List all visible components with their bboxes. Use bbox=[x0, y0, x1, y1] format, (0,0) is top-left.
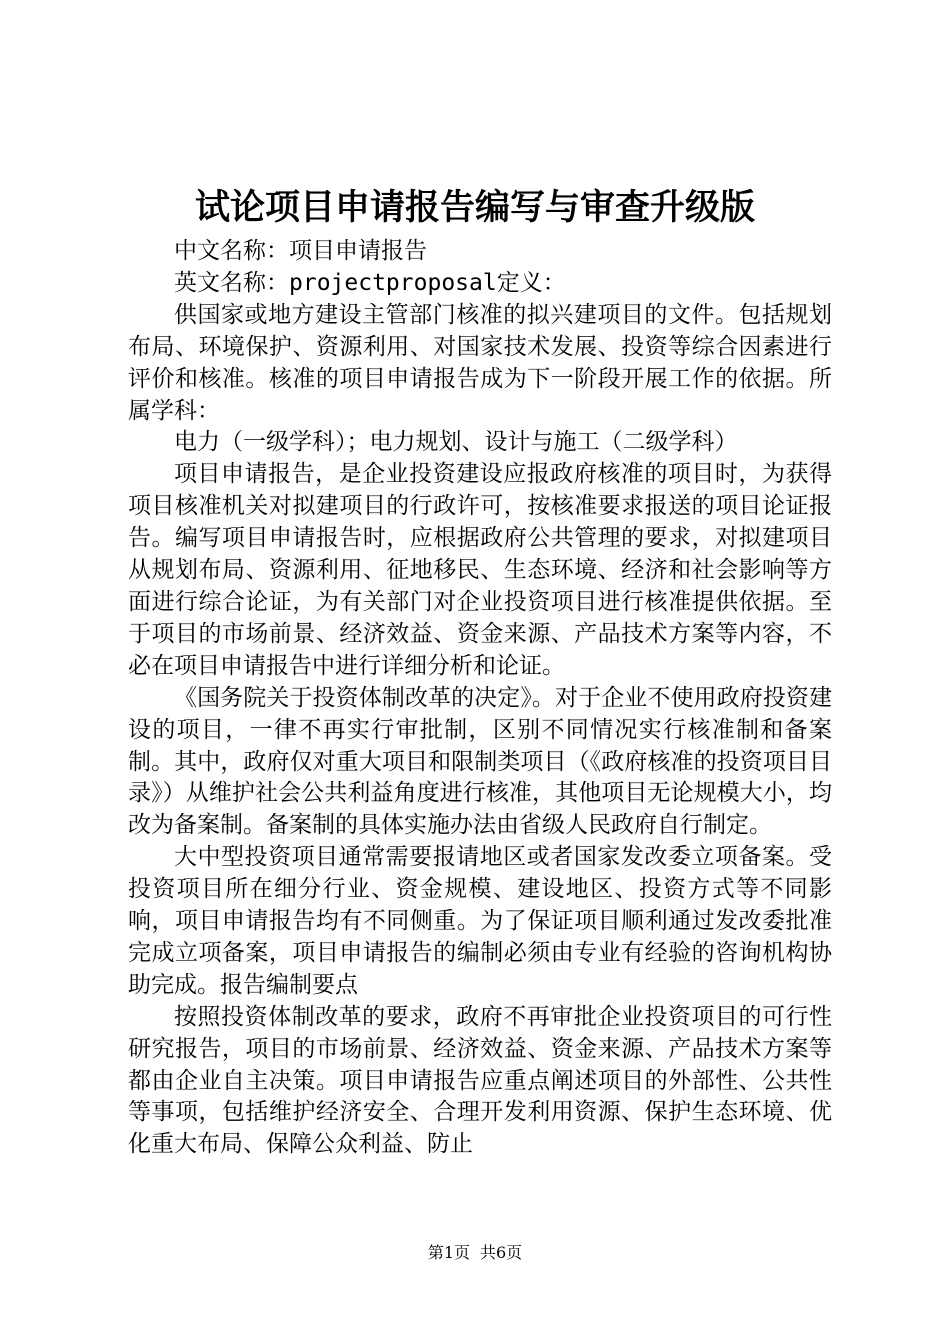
paragraph-reform-requirements: 按照投资体制改革的要求，政府不再审批企业投资项目的可行性研究报告，项目的市场前景、经济效益、资金来源、产品技术方案等都由企业自主决策。项目申请报告应重点阐述项目的外部性、公共性等事项，包括维护经济安全、合理开发利用资源、保护生态环境、优化重大布局、保障公众利益、防止 bbox=[128, 1003, 832, 1158]
paragraph-chinese-name: 中文名称：项目申请报告 bbox=[174, 238, 427, 264]
page-total: 共6页 bbox=[480, 1243, 523, 1262]
paragraph-large-projects: 大中型投资项目通常需要报请地区或者国家发改委立项备案。受投资项目所在细分行业、资金规模、建设地区、投资方式等不同影响，项目申请报告均有不同侧重。为了保证项目顺利通过发改委批准完成立项备案，项目申请报告的编制必须由专业有经验的咨询机构协助完成。报告编制要点 bbox=[128, 844, 832, 998]
paragraph-state-council-decision: 《国务院关于投资体制改革的决定》。对于企业不使用政府投资建设的项目，一律不再实行审批制，区别不同情况实行核准制和备案制。其中，政府仅对重大项目和限制类项目（《政府核准的投资项目目录》）从维护社会公共利益角度进行核准，其他项目无论规模大小，均改为备案制。备案制的具体实施办法由省级人民政府自行制定。 bbox=[128, 684, 832, 839]
page-footer bbox=[0, 1242, 950, 1264]
paragraph-report-overview: 项目申请报告，是企业投资建设应报政府核准的项目时，为获得项目核准机关对拟建项目的行政许可，按核准要求报送的项目论证报告。编写项目申请报告时，应根据政府公共管理的要求，对拟建项目从规划布局、资源利用、征地移民、生态环境、经济和社会影响等方面进行综合论证，为有关部门对企业投资项目进行核准提供依据。至于项目的市场前景、经济效益、资金来源、产品技术方案等内容，不必在项目申请报告中进行详细分析和论证。 bbox=[128, 461, 832, 679]
paragraph-definition: 供国家或地方建设主管部门核准的拟兴建项目的文件。包括规划布局、环境保护、资源利用、对国家技术发展、投资等综合因素进行评价和核准。核准的项目申请报告成为下一阶段开展工作的依据。所属学科： bbox=[128, 301, 832, 424]
document-body bbox=[128, 236, 832, 1161]
paragraph-english-name: 英文名称：projectproposal定义： bbox=[174, 269, 566, 296]
document-title: 试论项目申请报告编写与审查升级版 bbox=[194, 187, 755, 228]
paragraph-discipline: 电力（一级学科）；电力规划、设计与施工（二级学科） bbox=[174, 429, 738, 456]
page-number: 第1页 bbox=[427, 1243, 470, 1262]
